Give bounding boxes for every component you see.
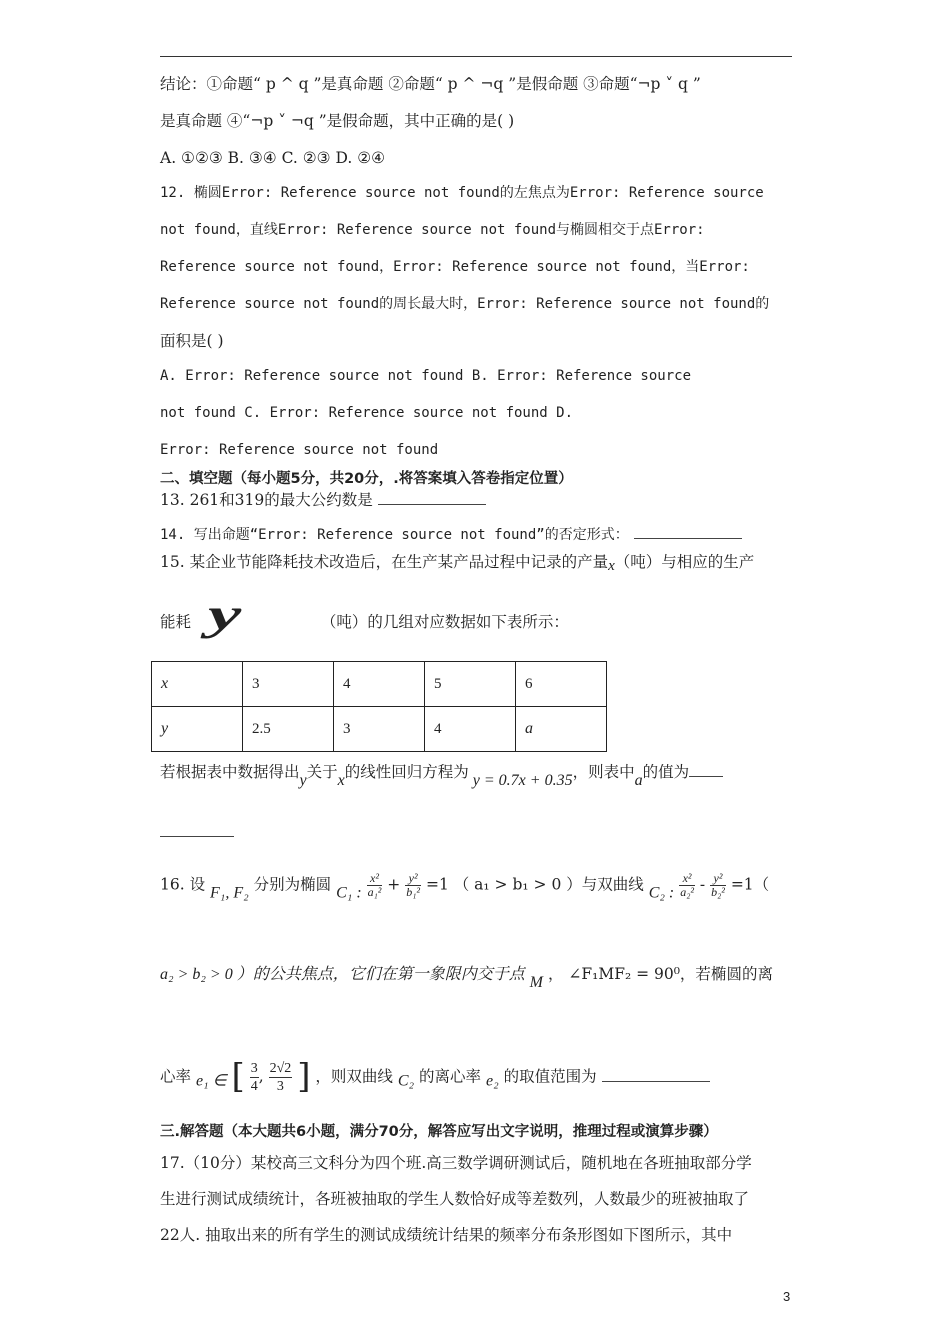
q12-options-line3: Error: Reference source not found <box>160 442 439 458</box>
table-cell: 3 <box>243 662 334 707</box>
q16-ellipse-label: C₁ : <box>336 884 362 902</box>
table-cell: a <box>516 707 607 752</box>
q11-conclusion-line1: 结论：①命题“ p ^ q ”是真命题 ②命题“ p ^ ¬q ”是假命题 ③命题“¬p ˅ q ” <box>160 75 701 93</box>
table-cell: 5 <box>425 662 516 707</box>
q17-line3: 22人. 抽取出来的所有学生的测试成绩统计结果的频率分布条形图如下图所示，其中 <box>160 1226 733 1244</box>
table-cell: y <box>152 707 243 752</box>
table-row <box>152 707 607 752</box>
data-table <box>151 661 607 752</box>
q13-answer-blank <box>378 490 486 505</box>
q16-text1: 16. 设 <box>160 875 206 894</box>
ellipse-frac-y: $\frac{\text{y²}}{\text{b₁²}}$ <box>406 871 421 899</box>
range-frac-high: $\frac{2√2}{3}$ <box>269 1061 292 1094</box>
q15b-text: 能耗 <box>160 613 192 631</box>
q11-conclusion-line2: 是真命题 ④“¬p ˅ ¬q ”是假命题，其中正确的是( ) <box>160 112 515 130</box>
q15c-var-y: y <box>299 772 307 789</box>
header-rule <box>160 56 792 57</box>
q15-line2 <box>160 590 569 639</box>
q16-text5: 的离心率 <box>419 1067 482 1086</box>
q15c-var-x: x <box>337 772 345 789</box>
table-cell: 4 <box>425 707 516 752</box>
page-number: 3 <box>783 1289 791 1304</box>
q16-text3: 心率 <box>160 1067 192 1086</box>
q15b-text-end: （吨）的几组对应数据如下表所示： <box>320 613 569 631</box>
q16-point-m: M <box>529 974 543 991</box>
q13 <box>160 490 486 510</box>
q12-line2: not found，直线Error: Reference source not found与椭圆相交于点Error: <box>160 222 705 238</box>
hyperbola-frac-y: $\frac{\text{y²}}{\text{b₂²}}$ <box>711 871 725 899</box>
q14-text: 14. 写出命题“Error: Reference source not found”的否定形式： <box>160 527 629 543</box>
q16-answer-blank <box>602 1067 710 1082</box>
q16-line3: 心率 e₁ ∈ [ $\frac{3}{4}$ , $\frac{2√2}{3}$ ] ，则双曲线 C₂ 的离心率 e₂ 的取值范围为 <box>160 1060 710 1095</box>
q15-line1 <box>160 552 754 576</box>
q16-foci: F₁, F₂ <box>210 884 249 902</box>
q16-cond1: （ a₁ > b₁ > 0 ）与双曲线 <box>453 875 644 894</box>
equals-one: =1 <box>425 875 449 894</box>
q16-e2: e₂ <box>485 1072 499 1090</box>
q12-options-line1: A. Error: Reference source not found B. Error: Reference source <box>160 368 692 384</box>
q12-line5: 面积是( ) <box>160 332 224 350</box>
section2-heading: 二、填空题（每小题5分，共20分，.将答案填入答卷指定位置） <box>160 471 573 487</box>
q11-options: A. ①②③ B. ③④ C. ②③ D. ②④ <box>160 149 386 167</box>
section3-heading: 三.解答题（本大题共6小题，满分70分，解答应写出文字说明，推理过程或演算步骤） <box>160 1124 718 1140</box>
q15-answer-blank-2 <box>160 822 234 837</box>
q15-line3 <box>160 762 723 791</box>
ellipse-frac-x: $\frac{\text{x²}}{\text{a₁²}}$ <box>367 871 382 899</box>
q14 <box>160 524 742 545</box>
q12-options-line2: not found C. Error: Reference source not found D. <box>160 405 574 421</box>
q16-text4: ，则双曲线 <box>315 1067 393 1086</box>
minus-sign: - <box>699 875 706 894</box>
q15c-var-a: a <box>634 772 643 789</box>
q12-line4: Reference source not found的周长最大时，Error: Reference source not found的 <box>160 296 770 312</box>
table-cell: 2.5 <box>243 707 334 752</box>
table-row <box>152 662 607 707</box>
q16-hyperbola-label: C₂ : <box>648 884 675 902</box>
q16-e1: e₁ ∈ <box>195 1072 227 1090</box>
q15c-text4: ，则表中 <box>572 763 635 781</box>
table-cell: 4 <box>334 662 425 707</box>
q15-answer-blank-cont <box>160 822 234 842</box>
q12-line1: 12. 椭圆Error: Reference source not found的左焦点为Error: Reference source <box>160 185 764 201</box>
regression-equation: y = 0.7x + 0.35 <box>472 772 573 789</box>
range-frac-low: $\frac{3}{4}$ <box>250 1061 258 1094</box>
table-cell: 6 <box>516 662 607 707</box>
q15c-text1: 若根据表中数据得出 <box>160 763 300 781</box>
q16-text6: 的取值范围为 <box>503 1067 597 1086</box>
q16-cond2: a₂ > b₂ > 0 ）的公共焦点，它们在第一象限内交于点 <box>160 966 525 983</box>
q15c-text2: 关于 <box>306 763 338 781</box>
q15-var-x: x <box>608 558 615 574</box>
q15-text-end: （吨）与相应的生产 <box>614 553 755 571</box>
left-bracket: [ <box>231 1056 245 1097</box>
q16-angle: ， ∠F₁MF₂ = 90⁰，若椭圆的离 <box>547 965 773 983</box>
q17-line2: 生进行测试成绩统计，各班被抽取的学生人数恰好成等差数列，人数最少的班被抽取了 <box>160 1190 750 1208</box>
q15c-text5: 的值为 <box>642 763 690 781</box>
q15-answer-blank <box>689 762 723 777</box>
table-cell: x <box>152 662 243 707</box>
right-bracket: ] <box>297 1056 311 1097</box>
q16-text2: 分别为椭圆 <box>253 875 332 894</box>
q16-line1 <box>160 872 769 904</box>
q17-line1: 17.（10分）某校高三文科分为四个班.高三数学调研测试后，随机地在各班抽取部分学 <box>160 1154 752 1172</box>
q16-line2 <box>160 964 773 993</box>
table-cell: 3 <box>334 707 425 752</box>
q16-end: =1（ <box>730 875 770 894</box>
q15c-text3: 的线性回归方程为 <box>344 763 469 781</box>
hyperbola-frac-x: $\frac{\text{x²}}{\text{a₂²}}$ <box>680 871 694 899</box>
y-symbol: y <box>207 590 242 639</box>
q12-line3: Reference source not found，Error: Reference source not found，当Error: <box>160 259 750 275</box>
q14-answer-blank <box>634 524 742 539</box>
q15-text: 15. 某企业节能降耗技术改造后，在生产某产品过程中记录的产量 <box>160 553 609 571</box>
plus-sign: + <box>387 875 401 894</box>
q16-c2: C₂ <box>397 1072 415 1090</box>
q13-text: 13. 261和319的最大公约数是 <box>160 491 373 509</box>
